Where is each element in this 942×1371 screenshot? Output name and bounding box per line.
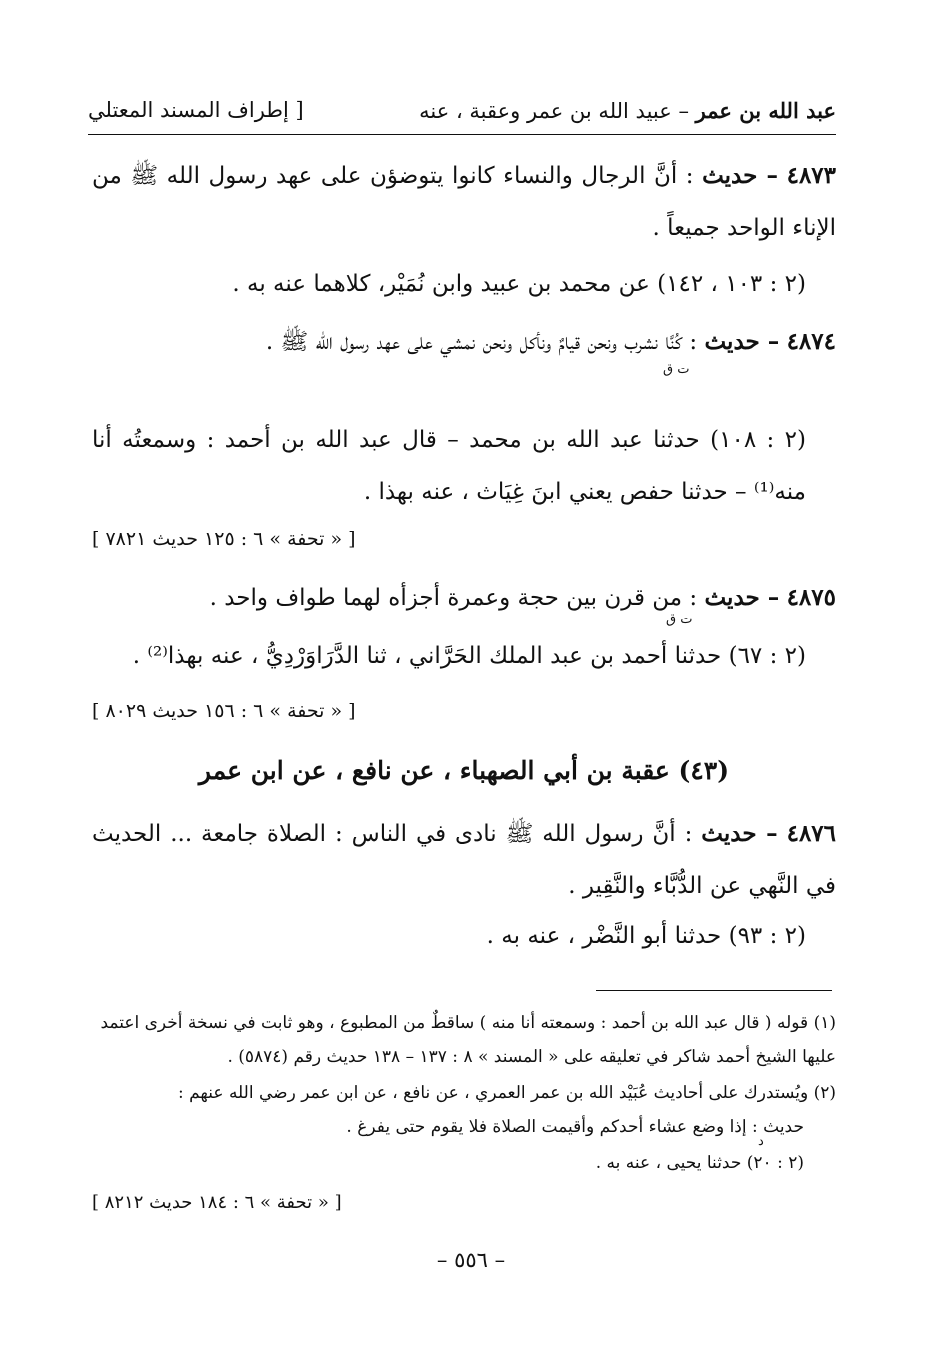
hadith-4874-sigla: ت ق: [663, 362, 690, 377]
hadith-number: ٤٨٧٤: [786, 328, 836, 355]
tuhfa-ref-4874: [ « تحفة » ٦ : ١٢٥ حديث ٧٨٢١ ]: [92, 528, 356, 550]
tuhfa-ref-4875: [ « تحفة » ٦ : ١٥٦ حديث ٨٠٢٩ ]: [92, 700, 356, 722]
header-title-bold: عبد الله بن عمر: [695, 98, 836, 123]
header-book-title: [ إطراف المسند المعتلي: [88, 98, 304, 122]
hadith-text: : أنَّ رسول الله ﷺ نادى في الناس : الصلاة جامعة ... الحديث في النَّهي عن الدُّبَّاء والنَّقِير .: [92, 821, 836, 899]
page-number: – ٥٥٦ –: [436, 1248, 506, 1272]
header-rule: [88, 134, 836, 135]
footnote-rule: [596, 990, 832, 991]
hadith-4873: [92, 150, 836, 254]
hadith-4874: [92, 316, 836, 368]
header-title-rest: – عبيد الله بن عمر وعقبة ، عنه: [419, 99, 689, 123]
hadith-4875-sigla: ت ق: [666, 612, 693, 627]
hadith-label: – حديث: [704, 584, 780, 611]
hadith-text: : كُنَّا نشرب ونحن قيامٌ ونأكل ونحن نمشي على عهد رسول الله ﷺ .: [265, 329, 698, 355]
isnad-4873: (٢ : ١٠٣ ، ١٤٢) عن محمد بن عبيد وابن نُمَيْر، كلاهما عنه به .: [232, 271, 806, 297]
hadith-label: – حديث: [702, 162, 779, 189]
isnad-4874: (٢ : ١٠٨) حدثنا عبد الله بن محمد – قال عبد الله بن أحمد : وسمعتُه أنا منه⁽¹⁾ – حدثنا حفص يعني ابنَ غِيَاث ، عنه بهذا .: [92, 427, 807, 505]
footnote-2-isnad: (٢ : ٢٠) حدثنا يحيى ، عنه به .: [595, 1153, 804, 1173]
footnote-1: (١) قوله ( قال عبد الله بن أحمد : وسمعته أنا منه ) ساقطٌ من المطبوع ، وهو ثابت في نسخة أخرى اعتمد عليها الشيخ أحمد شاكر في تعليقه على « المسند » ٨ : ١٣٧ – ١٣٨ حديث رقم (٥٨٧٤) .: [100, 1013, 836, 1067]
hadith-text: : أنَّ الرجال والنساء كانوا يتوضؤن على عهد رسول الله ﷺ من الإناء الواحد جميعاً .: [92, 163, 836, 241]
running-header: [88, 96, 836, 136]
footnote-2-tuhfa: [ « تحفة » ٦ : ١٨٤ حديث ٨٢١٢ ]: [92, 1192, 342, 1213]
header-title-right: [419, 98, 836, 123]
hadith-number: ٤٨٧٣: [786, 162, 837, 189]
footnote-2-hadith: حديث : إذا وضع عشاء أحدكم وأقيمت الصلاة فلا يقوم حتى يفرغ .: [346, 1117, 804, 1137]
hadith-4876: [92, 808, 836, 912]
hadith-number: ٤٨٧٦: [786, 820, 837, 847]
isnad-4876: (٢ : ٩٣) حدثنا أبو النَّضْر ، عنه به .: [486, 923, 806, 949]
isnad-4875: (٢ : ٦٧) حدثنا أحمد بن عبد الملك الحَرَّاني ، ثنا الدَّرَاوَرْدِيُّ ، عنه بهذا⁽²⁾ .: [132, 643, 806, 669]
hadith-number: ٤٨٧٥: [786, 584, 836, 611]
hadith-label: – حديث: [701, 820, 778, 847]
hadith-label: – حديث: [704, 328, 780, 355]
hadith-text: : من قرن بين حجة وعمرة أجزأه لهما طواف واحد .: [209, 585, 698, 611]
footnote-2: (٢) ويُستدرك على أحاديث عُبَيْد الله بن عمر العمري ، عن نافع ، عن ابن عمر رضي الله عنهم :: [177, 1083, 836, 1103]
hadith-4875: [92, 572, 836, 624]
footnote-2-sigla: د: [758, 1134, 764, 1149]
section-heading: (٤٣) عقبة بن أبي الصهباء ، عن نافع ، عن ابن عمر: [198, 756, 730, 785]
